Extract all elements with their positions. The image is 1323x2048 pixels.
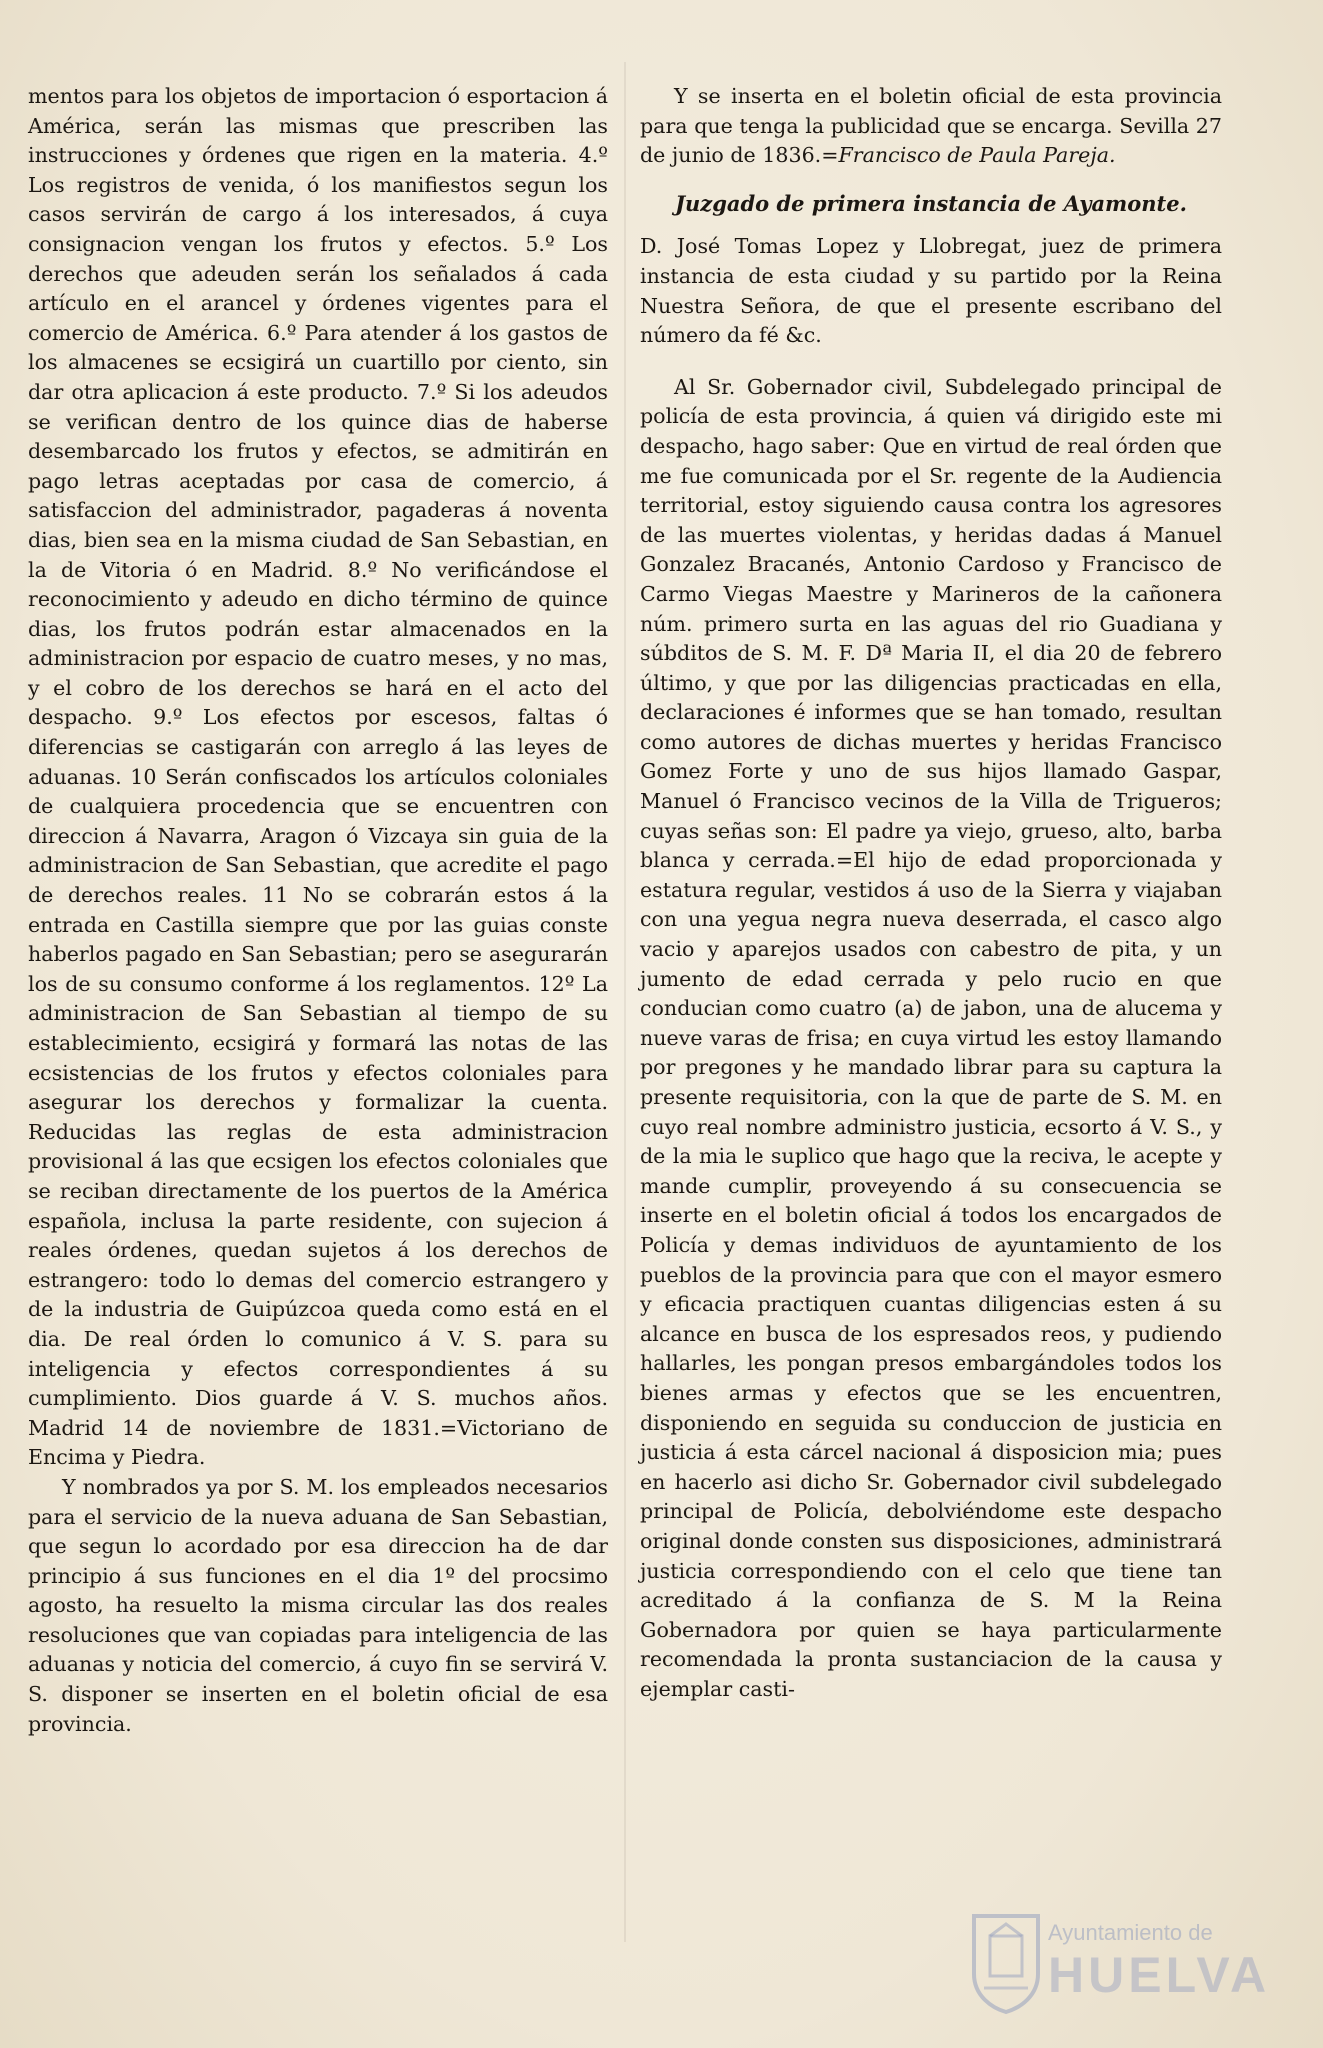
left-paragraph-regulations: mentos para los objetos de importacion ó esportacion á América, serán las mismas que prescriben las instrucciones y órdenes que rigen en la materia. 4.º Los registros de venida, ó los manifiestos segun los casos servirán de cargo á los interesados, á cuya consignacion vengan los frutos y efectos. 5.º Los derechos que adeuden serán los señalados á cada artículo en el arancel y órdenes vigentes para el comercio de América. 6.º Para atender á los gastos de los almacenes se ecsigirá un cuartillo por ciento, sin dar otra aplicacion á este producto. 7.º Si los adeudos se verifican dentro de los quince dias de haberse desembarcado los frutos y efectos, se admitirán en pago letras aceptadas por casa de comercio, á satisfaccion del administrador, pagaderas á noventa dias, bien sea en la misma ciudad de San Sebastian, en la de Vitoria ó en Madrid. 8.º No verificándose el reconocimiento y adeudo en dicho término de quince dias, los frutos podrán estar almacenados en la administracion por espacio de cuatro meses, y no mas, y el cobro de los derechos se hará en el acto del despacho. 9.º Los efectos por escesos, faltas ó diferencias se castigarán con arreglo á las leyes de aduanas. 10 Serán confiscados los artículos coloniales de cualquiera procedencia que se encuentren con direccion á Navarra, Aragon ó Vizcaya sin guia de la administracion de San Sebastian, que acredite el pago de derechos reales. 11 No se cobrarán estos á la entrada en Castilla siempre que por las guias conste haberlos pagado en San Sebastian; pero se asegurarán los de su consumo conforme á los reglamentos. 12º La administracion de San Sebastian al tiempo de su establecimiento, ecsigirá y formará las notas de las ecsistencias de los frutos y efectos coloniales para asegurar los derechos y formalizar la cuenta. Reducidas las reglas de esta administracion provisional á las que ecsigen los efectos coloniales que se reciban directamente de los puertos de la América española, inclusa la parte residente, con sujecion á reales órdenes, quedan sujetos á los derechos de estrangero: todo lo demas del comercio estrangero y de la industria de Guipúzcoa queda como está en el dia. De real órden lo comunico á V. S. para su inteligencia y efectos correspondientes á su cumplimiento. Dios guarde á V. S. muchos años. Madrid 14 de noviembre de 1831.=Victoriano de Encima y Piedra. — [28, 84, 608, 1470]
watermark-line1: Ayuntamiento de — [1048, 1920, 1213, 1945]
requisition-body: Al Sr. Gobernador civil, Subdelegado principal de policía de esta provincia, á quien vá dirigido este mi despacho, hago saber: Que en virtud de real órden que me fue comunicada por el Sr. regente de la Audiencia territorial, estoy siguiendo causa contra los agresores de las muertes violentas, y heridas dadas á Manuel Gonzalez Bracanés, Antonio Cardoso y Francisco de Carmo Viegas Maestre y Marineros de la cañonera núm. primero surta en las aguas del rio Guadiana y súbditos de S. M. F. Dª Maria II, el dia 20 de febrero último, y que por las diligencias practicadas en ella, declaraciones é informes que se han tomado, resultan como autores de dichas muertes y heridas Francisco Gomez Forte y uno de sus hijos llamado Gaspar, Manuel ó Francisco vecinos de la Villa de Trigueros; cuyas señas son: El padre ya viejo, grueso, alto, barba blanca y cerrada.=El hijo de edad proporcionada y estatura regular, vestidos á uso de la Sierra y viajaban con una yegua negra nueva deserrada, el casco algo vacio y aparejos usados con cabestro de pita, y un jumento de edad cerrada y pelo rucio en que conducian como cuatro (a) de jabon, una de alucema y nueve varas de frisa; en cuya virtud les estoy llamando por pregones y he mandado librar para su captura la presente requisitoria, con la que de parte de S. M. en cuyo real nombre administro justicia, ecsorto á V. S., y de la mia le suplico que hago que la reciva, le acepte y mande cumplir, proveyendo á su consecuencia se inserte en el boletin oficial á todos los encargados de Policía y demas individuos de ayuntamiento de los pueblos de la provincia para que con el mayor esmero y eficacia practiquen cuantas diligencias esten á su alcance en busca de los espresados reos, y pudiendo hallarles, les pongan presos embargándoles todos los bienes armas y efectos que se les encuentren, disponiendo en seguida su conduccion de justicia en justicia á esta cárcel nacional á disposicion mia; pues en hacerlo asi dicho Sr. Gobernador civil subdelegado principal de Policía, debolviéndome este despacho original donde consten sus disposiciones, administrará justicia correspondiendo con el celo que tiene tan acreditado á la confianza de S. M la Reina Gobernadora por quien se haya particularmente recomendada la pronta sustanciacion de la causa y ejemplar casti- — [640, 374, 1222, 1701]
right-column — [640, 82, 1222, 1704]
publication-signature: =Francisco de Paula Pareja. — [821, 143, 1116, 168]
watermark-line2: HUELVA — [1048, 1947, 1271, 2003]
publication-notice-text: Y se inserta en el boletin oficial de esta provincia para que tenga la publicidad que se encarga. Sevilla 27 de junio de 1836. — [640, 84, 1222, 168]
left-column — [28, 82, 608, 1739]
left-paragraph-customs-circular: Y nombrados ya por S. M. los empleados necesarios para el servicio de la nueva aduana de San Sebastian, que segun lo acordado por esa direccion ha de dar principio á sus funciones en el dia 1º del procsimo agosto, ha resuelto la misma circular las dos reales resoluciones que van copiadas para inteligencia de las aduanas y noticia del comercio, á cuyo fin se servirá V. S. disponer se inserten en el boletin oficial de esa provincia. — [28, 1474, 608, 1736]
column-divider — [624, 62, 626, 1942]
section-title: Juzgado de primera instancia de Ayamonte. — [675, 190, 1187, 216]
publication-notice — [640, 82, 1222, 171]
judge-header: D. José Tomas Lopez y Llobregat, juez de primera instancia de esta ciudad y su partido por la Reina Nuestra Señora, de que el presente escribano del número da fé &c. — [640, 234, 1222, 348]
shield-icon — [968, 1910, 1044, 2016]
spacer — [640, 351, 1222, 373]
watermark-logo — [968, 1910, 1271, 2020]
